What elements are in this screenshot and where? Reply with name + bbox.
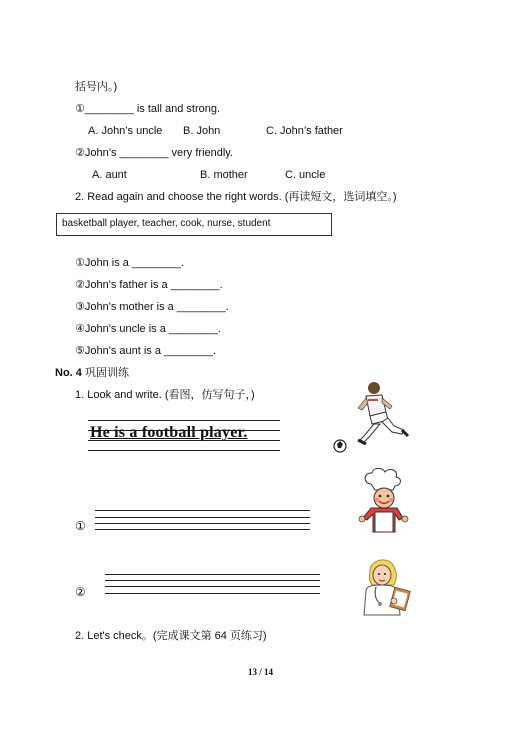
q2-option-b: B. mother xyxy=(200,169,248,181)
page-number: 13 / 14 xyxy=(247,667,273,677)
fill-1: ①John is a ________. xyxy=(75,257,184,269)
lets-check-heading: 2. Let's check。(完成课文第 64 页练习) xyxy=(75,630,267,642)
instruction-continued: 括号内。) xyxy=(75,81,118,93)
look-and-write-heading: 1. Look and write. (看图，仿写句子，) xyxy=(75,389,255,401)
fill-3: ③John's mother is a ________. xyxy=(75,301,229,313)
section-no4-label: No. 4 xyxy=(55,367,82,379)
word-bank-box xyxy=(56,213,332,236)
writing-line xyxy=(105,574,320,575)
chef-icon xyxy=(353,468,415,536)
q1-option-a: A. John’s uncle xyxy=(88,125,163,137)
writing-line xyxy=(105,586,320,587)
word-bank-text: basketball player, teacher, cook, nurse, student xyxy=(62,218,271,229)
item-2-marker: ② xyxy=(75,585,86,599)
writing-line xyxy=(95,510,310,511)
item-1-marker: ① xyxy=(75,519,86,533)
fill-2: ②John's father is a ________. xyxy=(75,279,223,291)
writing-line xyxy=(88,450,280,451)
q2-option-a: A. aunt xyxy=(92,169,127,181)
writing-line xyxy=(105,580,320,581)
writing-line xyxy=(95,529,310,530)
writing-line xyxy=(95,523,310,524)
nurse-icon xyxy=(354,555,416,617)
writing-line xyxy=(88,420,280,421)
section-no4-title: 巩固训练 xyxy=(85,367,129,379)
fill-5: ⑤John's aunt is a ________. xyxy=(75,345,217,357)
writing-line xyxy=(95,517,310,518)
task-2-heading: 2. Read again and choose the right words. (再读短文，选词填空。) xyxy=(75,191,397,203)
q2-option-c: C. uncle xyxy=(285,169,326,181)
writing-line xyxy=(105,593,320,594)
question-2: ②John’s ________ very friendly. xyxy=(75,147,234,159)
question-1: ①________ is tall and strong. xyxy=(75,103,221,115)
q1-option-b: B. John xyxy=(183,125,221,137)
q1-option-c: C. John’s father xyxy=(266,125,343,137)
example-sentence: He is a football player. xyxy=(90,424,248,441)
fill-4: ④John's uncle is a ________. xyxy=(75,323,221,335)
football-player-icon xyxy=(330,378,414,456)
